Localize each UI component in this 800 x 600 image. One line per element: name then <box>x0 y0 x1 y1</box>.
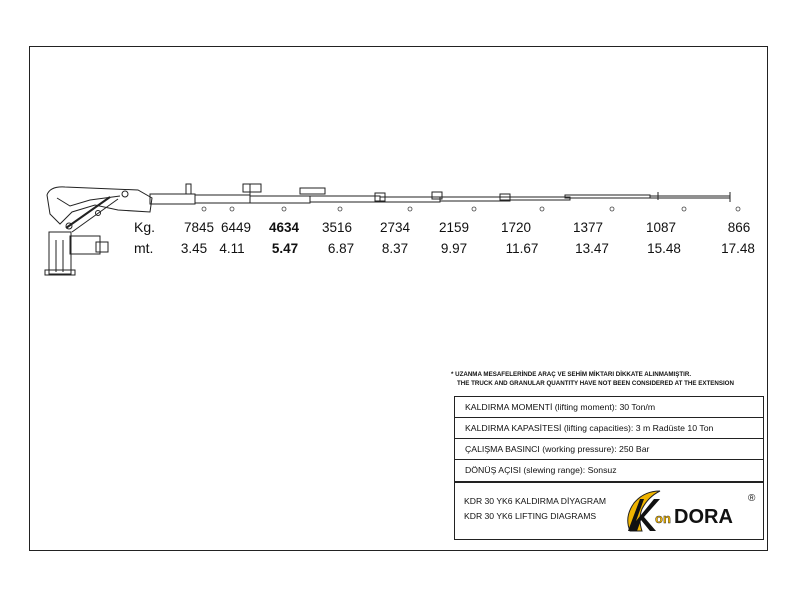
telescope-segment-1 <box>150 194 195 204</box>
telescope-segment-4 <box>310 196 380 202</box>
mt-value: 4.11 <box>219 241 245 256</box>
spec-label: KALDIRMA KAPASİTESİ <box>465 423 562 433</box>
spec-detail: (lifting capacities): 3 m Radüste 10 Ton <box>561 423 714 433</box>
title-block <box>454 482 764 540</box>
spec-row-lifting-moment <box>455 397 763 418</box>
spec-table <box>454 396 764 482</box>
reach-marker <box>540 207 544 211</box>
kg-value: 1720 <box>500 220 532 235</box>
mt-value: 9.97 <box>440 241 468 256</box>
reach-marker <box>230 207 234 211</box>
spec-label: DÖNÜŞ AÇISI <box>465 465 521 475</box>
logo-main: DORA <box>674 506 733 528</box>
diagram-title-en: KDR 30 YK6 LIFTING DIAGRAMS <box>464 511 597 521</box>
kg-value: 2159 <box>438 220 470 235</box>
extension-note <box>451 371 769 388</box>
reach-marker <box>682 207 686 211</box>
spec-row-working-pressure <box>455 439 763 460</box>
diagram-title-tr: KDR 30 YK6 KALDIRMA DİYAGRAM <box>464 496 607 506</box>
mt-value: 13.47 <box>575 241 609 256</box>
note-line-tr: * UZANMA MESAFELERİNDE ARAÇ VE SEHİM MİKTARI DİKKATE ALINMAMIŞTIR. <box>451 371 692 378</box>
boom-cylinder <box>66 197 110 228</box>
kg-value: 7845 <box>183 220 215 235</box>
spec-label: KALDIRMA MOMENTİ <box>465 402 553 412</box>
kg-value: 1377 <box>572 220 604 235</box>
reach-marker <box>338 207 342 211</box>
kondora-logo <box>620 487 762 537</box>
telescope-segment-2 <box>195 195 250 203</box>
logo-registered: ® <box>748 493 756 504</box>
kg-value: 2734 <box>379 220 411 235</box>
reach-marker <box>282 207 286 211</box>
mt-value: 6.87 <box>327 241 355 256</box>
reach-marker <box>408 207 412 211</box>
spec-detail: (lifting moment): 30 Ton/m <box>552 402 656 412</box>
kg-value: 6449 <box>220 220 252 235</box>
spec-row-lifting-capacity <box>455 418 763 439</box>
mt-value: 5.47 <box>271 241 299 256</box>
telescope-segment-3 <box>250 196 310 203</box>
reach-marker <box>202 207 206 211</box>
mt-row-label: mt. <box>134 240 154 256</box>
spec-detail: (working pressure): 250 Bar <box>539 444 650 454</box>
kg-value: 1087 <box>645 220 677 235</box>
spec-label: ÇALIŞMA BASINCI <box>465 444 540 454</box>
mt-value: 15.48 <box>647 241 681 256</box>
mt-value: 3.45 <box>180 241 208 256</box>
logo-prefix: on <box>655 511 671 526</box>
kg-value: 866 <box>727 220 751 235</box>
reach-marker <box>610 207 614 211</box>
reach-markers <box>202 207 740 211</box>
kg-value: 3516 <box>321 220 353 235</box>
telescope-segment-7 <box>510 197 570 200</box>
mt-value: 17.48 <box>721 241 755 256</box>
reach-marker <box>472 207 476 211</box>
note-line-en: THE TRUCK AND GRANULAR QUANTITY HAVE NOT BEEN CONSIDERED AT THE EXTENSION <box>457 379 734 387</box>
mt-value: 11.67 <box>505 241 539 256</box>
telescope-segment-5 <box>380 197 440 202</box>
spec-row-slewing-range <box>455 460 763 481</box>
mt-value: 8.37 <box>381 241 409 256</box>
crane-column <box>49 232 71 274</box>
kg-row-label: Kg. <box>134 219 156 235</box>
telescope-segment-8 <box>565 195 650 198</box>
crane-valve-block <box>96 242 108 252</box>
spec-detail: (slewing range): Sonsuz <box>521 465 617 475</box>
telescope-segment-9 <box>650 196 730 198</box>
reach-marker <box>736 207 740 211</box>
kg-value: 4634 <box>268 220 300 235</box>
